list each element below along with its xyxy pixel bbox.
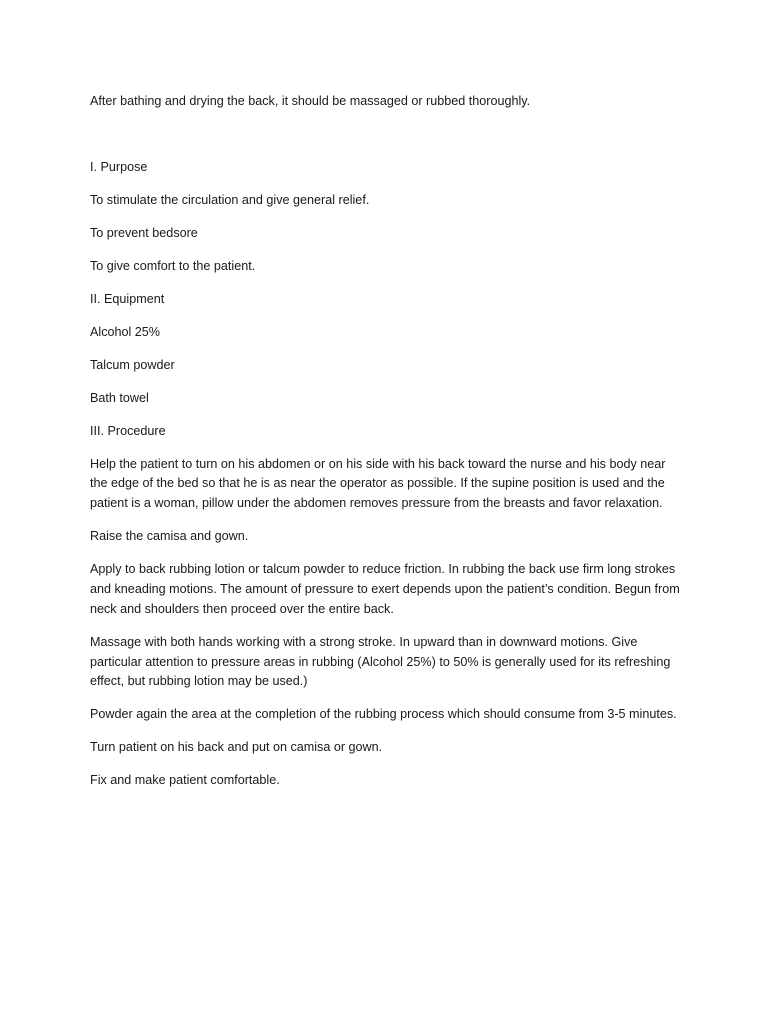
purpose-item: To prevent bedsore: [90, 225, 198, 240]
procedure-step: Turn patient on his back and put on camisa or gown.: [90, 740, 383, 755]
procedure-step: Powder again the area at the completion of the rubbing process which should consume from 3-5 minutes.: [90, 707, 677, 722]
section-heading-equipment: II. Equipment: [90, 291, 165, 306]
procedure-step: Fix and make patient comfortable.: [90, 773, 280, 788]
purpose-item: To stimulate the circulation and give general relief.: [90, 192, 370, 207]
procedure-step: Help the patient to turn on his abdomen or on his side with his back toward the nurse and his body near the edge of the bed so that he is as near the operator as possible. If the supine position is used and the patient is a woman, pillow under the abdomen removes pressure from the breasts and favor relaxation.: [90, 456, 666, 511]
equipment-item: Talcum powder: [90, 357, 175, 372]
equipment-item: Alcohol 25%: [90, 324, 161, 339]
intro-paragraph: After bathing and drying the back, it should be massaged or rubbed thoroughly.: [90, 94, 531, 108]
section-heading-purpose: I. Purpose: [90, 159, 148, 174]
purpose-item: To give comfort to the patient.: [90, 258, 256, 273]
section-heading-procedure: III. Procedure: [90, 423, 166, 438]
document-body: [90, 92, 682, 804]
procedure-step: Apply to back rubbing lotion or talcum powder to reduce friction. In rubbing the back use firm long strokes and kneading motions. The amount of pressure to exert depends upon the patient’s condition. Begun from neck and shoulders then proceed over the entire back.: [90, 562, 680, 616]
procedure-step: Massage with both hands working with a strong stroke. In upward than in downward motions. Give particular attention to pressure areas in rubbing (Alcohol 25%) to 50% is generally used for its refreshing effect, but rubbing lotion may be used.): [90, 634, 671, 689]
equipment-item: Bath towel: [90, 390, 149, 405]
procedure-step: Raise the camisa and gown.: [90, 529, 249, 544]
